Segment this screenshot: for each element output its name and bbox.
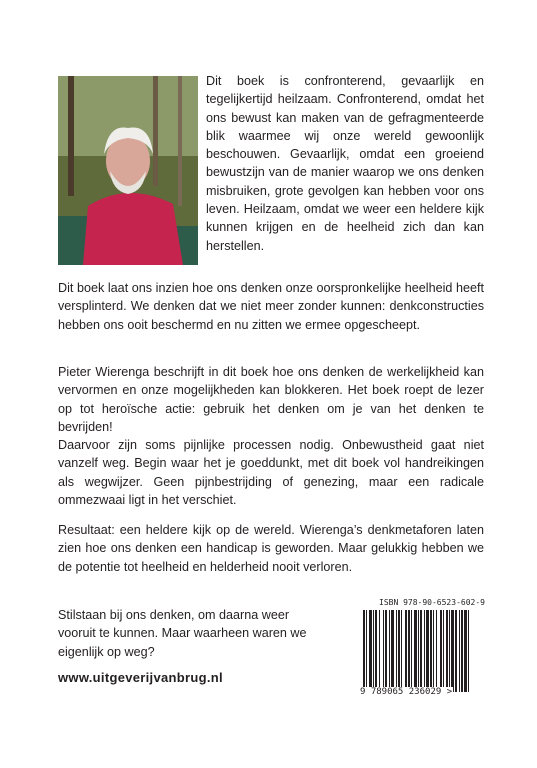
barcode-bar — [436, 610, 437, 692]
paragraph-4: Stilstaan bij ons denken, om daarna weer vooruit te kunnen. Maar waarheen waren we eigenlijk op weg? — [58, 608, 307, 659]
barcode-bar — [426, 610, 429, 692]
barcode-bar — [424, 610, 425, 692]
barcode-bar — [391, 610, 394, 692]
isbn-label: ISBN 978-90-6523-602-9 — [379, 598, 485, 607]
barcode-bar — [396, 610, 397, 692]
intro-paragraph: Dit boek is confronterend, gevaarlijk en tegelijkertijd heilzaam. Confronterend, omdat het ons bewust kan maken van de gefragmenteerde blik waarmee wij onze wereld gewoonlijk beschouwen. Gevaarlijk, omdat een groeiend bewustzijn van de manier waarop we ons denken misbruiken, grote gevolgen kan hebben voor ons leven. Heilzaam, omdat we weer een heldere kijk kunnen krijgen en de heelheid zich dan kan herstellen. — [206, 74, 484, 253]
barcode-bar — [389, 610, 390, 692]
barcode-bar — [375, 610, 377, 692]
barcode-bar — [451, 610, 454, 692]
barcode-bar — [411, 610, 412, 692]
barcode-bar — [369, 610, 372, 692]
author-photo — [58, 76, 198, 265]
barcode-bar — [418, 610, 419, 692]
barcode-bar — [430, 610, 432, 692]
barcode-bar — [420, 610, 422, 692]
barcode-bar — [440, 610, 442, 692]
paragraph-2 — [58, 363, 484, 509]
barcode-bar — [433, 610, 434, 692]
barcode-bar — [385, 610, 387, 692]
barcode-bar — [446, 610, 448, 692]
barcode-bar — [366, 610, 367, 692]
barcode-bar — [383, 610, 384, 692]
barcode-bar — [363, 610, 365, 692]
barcode-bar — [398, 610, 400, 692]
barcode-digits: 9 789065 236029 > — [360, 687, 453, 697]
author-portrait-icon — [58, 76, 198, 265]
barcode-bar — [449, 610, 450, 692]
barcode-bar — [468, 610, 469, 692]
barcode-bar — [459, 610, 460, 692]
barcode-bar — [405, 610, 407, 692]
isbn-barcode — [357, 598, 485, 700]
barcode-bar — [461, 610, 463, 692]
barcode-bar — [408, 610, 410, 692]
paragraph-2b: Daarvoor zijn soms pijnlijke processen nodig. Onbewustheid gaat niet vanzelf weg. Begin waar het je goeddunkt, met dit boek vol handreikingen als wegwijzer. Geen pijnbestrijding of genezing, maar een radicale ommezwaai ligt in het verschiet. — [58, 438, 484, 508]
barcode-bar — [443, 610, 444, 692]
publisher-website[interactable]: www.uitgeverijvanbrug.nl — [58, 670, 223, 685]
barcode-bar — [373, 610, 374, 692]
paragraph-1: Dit boek laat ons inzien hoe ons denken onze oorspronkelijke heelheid heeft versplinterd. We denken dat we niet meer zonder kunnen: denkconstructies hebben ons ooit beschermd en nu zitten we ermee opgescheept. — [58, 281, 484, 332]
barcode-bar — [455, 610, 457, 692]
barcode-bar — [379, 610, 380, 692]
barcode-bar — [414, 610, 417, 692]
paragraph-3: Resultaat: een heldere kijk op de wereld. Wierenga’s denkmetaforen laten zien hoe ons denken een handicap is geworden. Maar gelukkig hebben we de potentie tot heelheid en helderheid nooit verloren. — [58, 523, 484, 574]
barcode-bar — [464, 610, 467, 692]
paragraph-2a: Pieter Wierenga beschrijft in dit boek hoe ons denken de werkelijkheid kan vervormen en onze mogelijkheden kan blokkeren. Het boek roept de lezer op tot heroïsche actie: gebruik het denken om je van het denken te bevrijden! — [58, 365, 484, 434]
barcode-bar — [401, 610, 402, 692]
barcode-bars-icon — [357, 610, 485, 694]
